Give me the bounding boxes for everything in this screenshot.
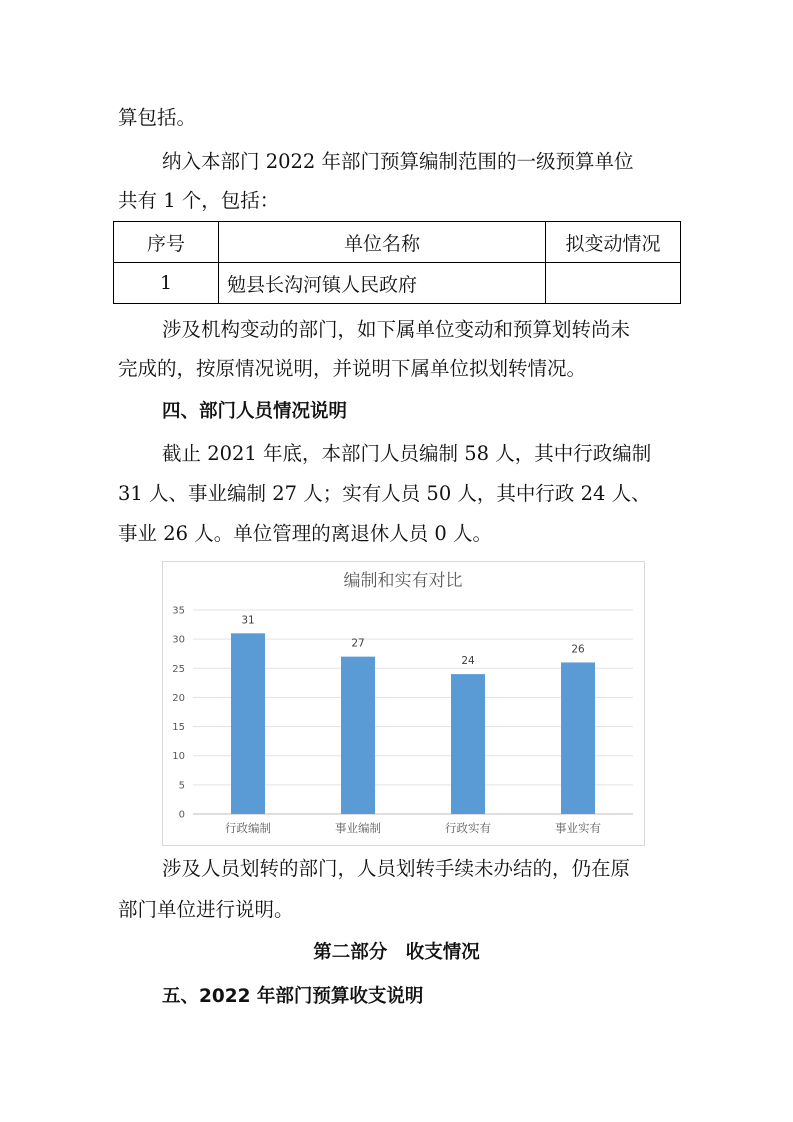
chart-canvas	[163, 562, 644, 845]
data-label: 27	[351, 637, 365, 650]
bar	[451, 674, 485, 814]
y-tick-label: 0	[178, 809, 185, 821]
paragraph-line: 完成的，按原情况说明，并说明下属单位拟划转情况。	[118, 357, 587, 380]
paragraph-line: 纳入本部门 2022 年部门预算编制范围的一级预算单位	[162, 150, 634, 173]
unit-table	[113, 221, 681, 304]
x-tick-label: 事业编制	[335, 821, 381, 835]
bar	[561, 662, 595, 814]
data-label: 24	[461, 655, 475, 668]
paragraph-line: 事业 26 人。单位管理的离退休人员 0 人。	[118, 522, 493, 545]
x-tick-label: 行政实有	[445, 821, 491, 835]
table-header-row	[114, 222, 681, 263]
col-header-unit-name: 单位名称	[219, 222, 546, 263]
paragraph-line: 部门单位进行说明。	[118, 898, 294, 921]
bar	[341, 657, 375, 814]
data-label: 31	[241, 614, 255, 627]
cell-unit-name: 勉县长沟河镇人民政府	[219, 263, 546, 304]
y-tick-label: 30	[172, 634, 185, 646]
chart-title: 编制和实有对比	[343, 571, 463, 591]
bar	[231, 633, 265, 814]
table-row	[114, 263, 681, 304]
y-tick-label: 25	[172, 663, 185, 675]
paragraph-line: 31 人、事业编制 27 人；实有人员 50 人，其中行政 24 人、	[118, 482, 651, 505]
y-tick-label: 35	[172, 605, 185, 617]
col-header-index: 序号	[114, 222, 219, 263]
paragraph-line: 截止 2021 年底，本部门人员编制 58 人，其中行政编制	[162, 442, 652, 465]
x-tick-label: 事业实有	[555, 821, 601, 835]
y-tick-label: 20	[172, 692, 185, 704]
paragraph-line: 算包括。	[118, 106, 197, 129]
x-tick-label: 行政编制	[225, 821, 271, 835]
y-tick-label: 10	[172, 751, 185, 763]
cell-change	[546, 263, 681, 304]
data-label: 26	[571, 643, 585, 656]
section-heading: 四、部门人员情况说明	[162, 401, 348, 422]
y-tick-label: 15	[172, 722, 185, 734]
cell-index: 1	[114, 263, 219, 304]
staffing-bar-chart	[162, 561, 645, 846]
section-heading: 五、2022 年部门预算收支说明	[162, 986, 424, 1007]
col-header-change: 拟变动情况	[546, 222, 681, 263]
paragraph-line: 涉及机构变动的部门，如下属单位变动和预算划转尚未	[162, 318, 631, 341]
paragraph-line: 共有 1 个，包括：	[118, 189, 280, 212]
paragraph-line: 涉及人员划转的部门，人员划转手续未办结的，仍在原	[162, 857, 631, 880]
part-heading: 第二部分 收支情况	[313, 942, 480, 963]
y-tick-label: 5	[178, 780, 185, 792]
